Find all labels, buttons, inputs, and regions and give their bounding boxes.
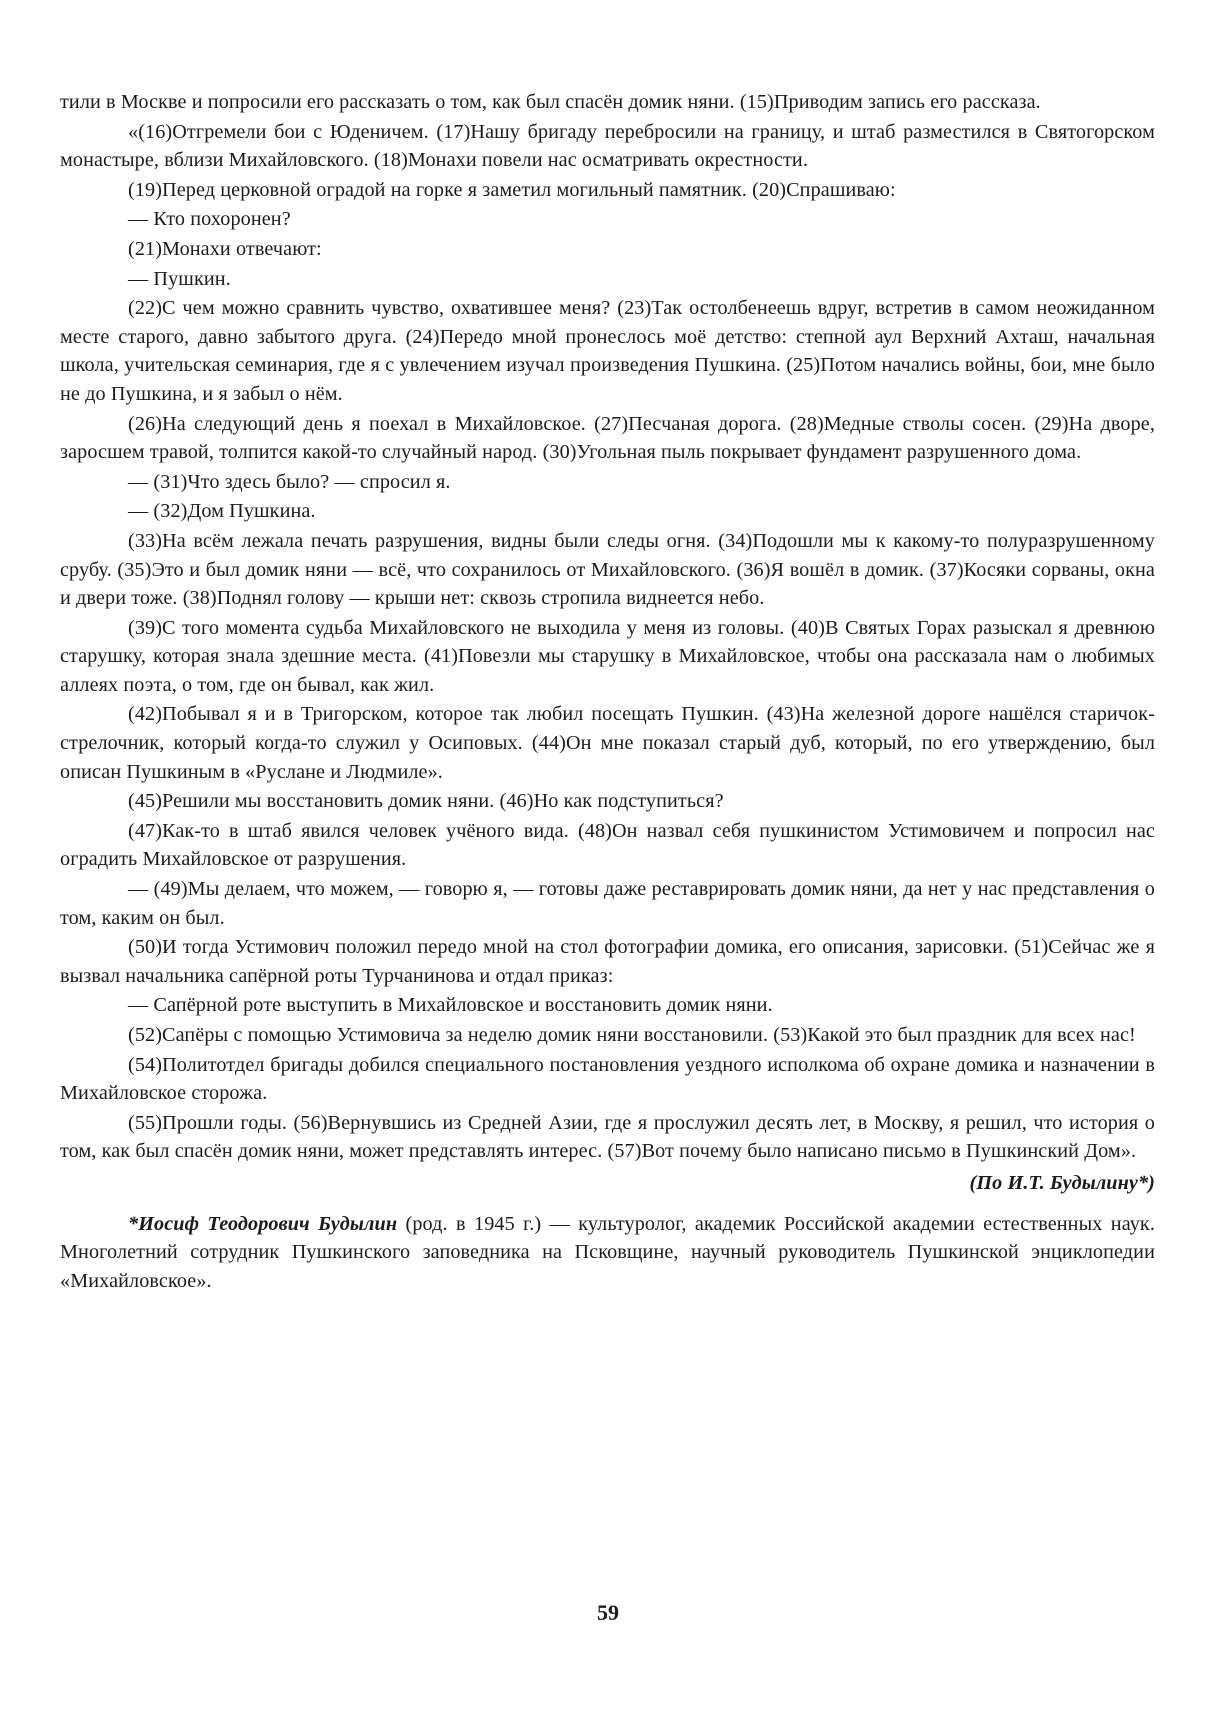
paragraph: (47)Как-то в штаб явился человек учёного вида. (48)Он назвал себя пушкинистом Устимовичем и попросил нас оградить Михайловское от разрушения. — [60, 819, 1155, 871]
paragraph: (22)С чем можно сравнить чувство, охватившее меня? (23)Так остолбенеешь вдруг, встретив в самом неожиданном месте старого, давно забытого друга. (24)Передо мной пронеслось моё детство: степной аул Верхний Ахташ, начальная школа, учительская семинария, где я с увлечением изучал произведения Пушкина. (25)Потом начались войны, бои, мне было не до Пушкина, и я забыл о нём. — [60, 297, 1155, 405]
paragraph: (19)Перед церковной оградой на горке я заметил могильный памятник. (20)Спрашиваю: — [128, 178, 896, 201]
paragraph: (52)Сапёры с помощью Устимовича за неделю домик няни восстановили. (53)Какой это был праздник для всех нас! — [128, 1024, 1136, 1046]
text-body — [60, 88, 1155, 1166]
paragraph: — (31)Что здесь было? — спросил я. — [128, 470, 451, 493]
paragraph: — (49)Мы делаем, что можем, — говорю я, — готовы даже реставрировать домик няни, да нет у нас представления о том, каким он был. — [60, 878, 1155, 929]
page-number: 59 — [597, 1600, 619, 1625]
paragraph: (45)Решили мы восстановить домик няни. (46)Но как подступиться? — [128, 790, 724, 813]
footnote-author-name: *Иосиф Теодорович Будылин — [128, 1212, 398, 1235]
footnote-text: (род. в 1945 г.) — культуролог, академик Российской академии естественных наук. Многолетний сотрудник Пушкинского заповедника на Псковщине, научный руководитель Пушкинской энциклопедии «Михайловское». — [60, 1212, 1155, 1292]
paragraph: тили в Москве и попросили его рассказать о том, как был спасён домик няни. (15)Приводим запись его рассказа. — [60, 91, 1041, 113]
paragraph: (50)И тогда Устимович положил передо мной на стол фотографии домика, его описания, зарисовки. (51)Сейчас же я вызвал начальника сапёрной роты Турчанинова и отдал приказ: — [60, 936, 1155, 987]
paragraph: — Кто похоронен? — [128, 208, 291, 231]
paragraph: (54)Политотдел бригады добился специального постановления уездного исполкома об охране домика и назначении в Михайловское сторожа. — [60, 1053, 1155, 1105]
paragraph: — Пушкин. — [128, 267, 231, 290]
paragraph: — Сапёрной роте выступить в Михайловское и восстановить домик няни. — [128, 994, 773, 1017]
paragraph: (39)С того момента судьба Михайловского не выходила у меня из головы. (40)В Святых Горах разыскал я древнюю старушку, которая знала здешние места. (41)Повезли мы старушку в Михайловское, чтобы она рассказала нам о любимых аллеях поэта, о том, где он бывал, как жил. — [60, 616, 1155, 696]
paragraph: (55)Прошли годы. (56)Вернувшись из Средней Азии, где я прослужил десять лет, в Москву, я решил, что история о том, как был спасён домик няни, может представлять интерес. (57)Вот почему было написано письмо в Пушкинский Дом». — [60, 1111, 1155, 1163]
paragraph: — (32)Дом Пушкина. — [128, 500, 316, 523]
paragraph: (42)Побывал я и в Тригорском, которое так любил посещать Пушкин. (43)На железной дороге нашёлся старичок-стрелочник, который когда-то служил у Осиповых. (44)Он мне показал старый дуб, который, по его утверждению, был описан Пушкиным в «Руслане и Людмиле». — [60, 703, 1155, 783]
paragraph: (33)На всём лежала печать разрушения, видны были следы огня. (34)Подошли мы к какому-то полуразрушенному срубу. (35)Это и был домик няни — всё, что сохранилось от Михайловского. (36)Я вошёл в домик. (37)Косяки сорваны, окна и двери тоже. (38)Поднял голову — крыши нет: сквозь стропила виднеется небо. — [60, 529, 1155, 610]
document-page — [60, 88, 1155, 1296]
paragraph: (26)На следующий день я поехал в Михайловское. (27)Песчаная дорога. (28)Медные стволы сосен. (29)На дворе, заросшем травой, толпится какой-то случайный народ. (30)Угольная пыль покрывает фундамент разрушенного дома. — [60, 412, 1155, 464]
paragraph: «(16)Отгремели бои с Юденичем. (17)Нашу бригаду перебросили на границу, и штаб разместился в Святогорском монастыре, вблизи Михайловского. (18)Монахи повели нас осматривать окрестности. — [60, 120, 1155, 172]
paragraph: (21)Монахи отвечают: — [128, 237, 322, 260]
attribution: (По И.Т. Будылину*) — [969, 1171, 1155, 1194]
footnote — [60, 1210, 1155, 1296]
